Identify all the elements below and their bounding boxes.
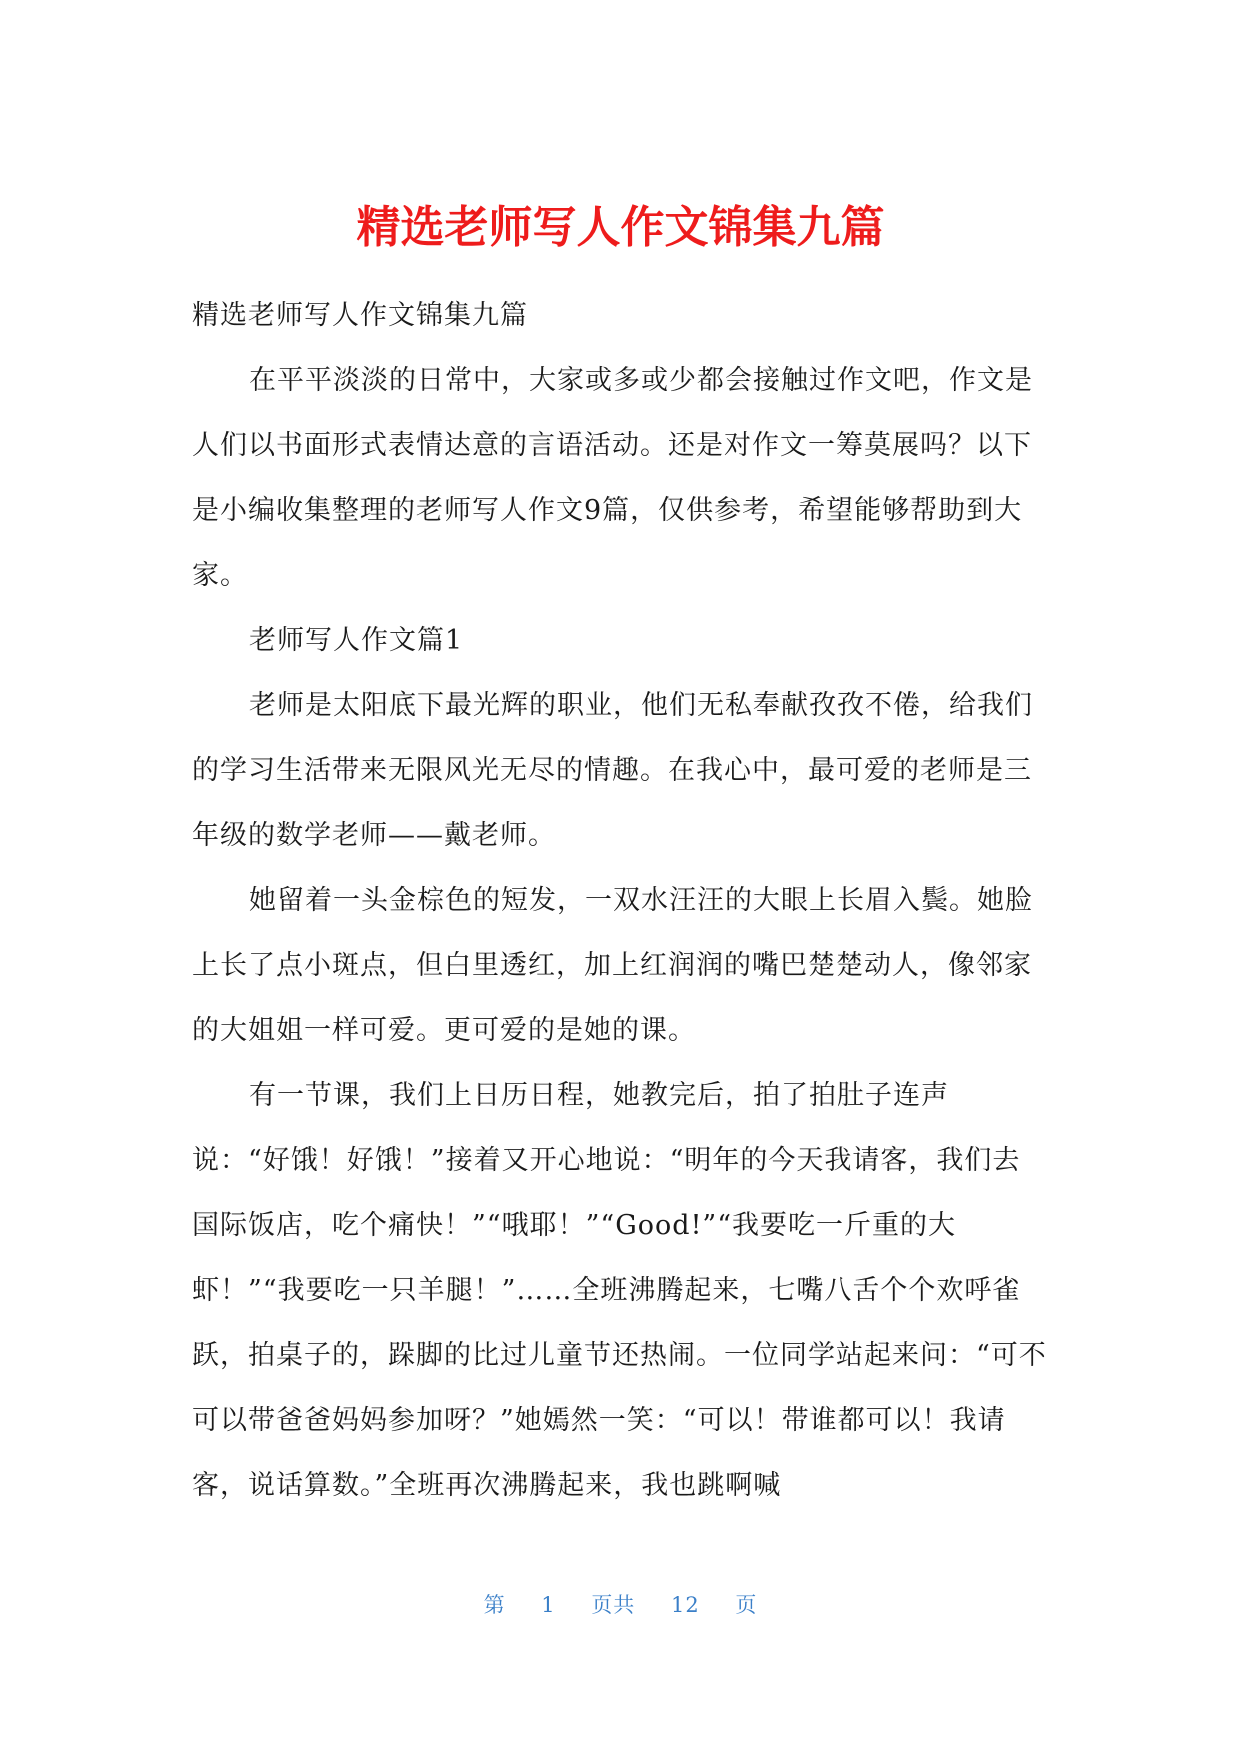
- footer-total-pages: 12: [671, 1593, 700, 1617]
- footer-label-pre: 第: [483, 1593, 506, 1617]
- section-heading: 老师写人作文篇1: [249, 625, 464, 656]
- footer-label-mid: 页共: [591, 1593, 636, 1617]
- paragraph: 有一节课，我们上日历日程，她教完后，拍了拍肚子连声说：“好饿！好饿！”接着又开心地说：“明年的今天我请客，我们去国际饭店，吃个痛快！”“哦耶！”“Good!”“我要吃一斤重的大虾！”“我要吃一只羊腿！”……全班沸腾起来，七嘴八舌个个欢呼雀跃，拍桌子的，跺脚的比过儿童节还热闹。一位同学站起来问：“可不可以带爸爸妈妈参加呀？”她嫣然一笑：“可以！带谁都可以！我请客，说话算数。”全班再次沸腾起来，我也跳啊喊: [192, 1080, 1047, 1501]
- intro-paragraph: 在平平淡淡的日常中，大家或多或少都会接触过作文吧，作文是人们以书面形式表情达意的言语活动。还是对作文一筹莫展吗？以下是小编收集整理的老师写人作文9篇，仅供参考，希望能够帮助到大家。: [192, 365, 1033, 591]
- paragraph: 她留着一头金棕色的短发，一双水汪汪的大眼上长眉入鬓。她脸上长了点小斑点，但白里透红，加上红润润的嘴巴楚楚动人，像邻家的大姐姐一样可爱。更可爱的是她的课。: [192, 885, 1033, 1046]
- footer-label-post: 页: [735, 1593, 758, 1617]
- document-title: 精选老师写人作文锦集九篇: [356, 202, 885, 253]
- paragraph: 老师是太阳底下最光辉的职业，他们无私奉献孜孜不倦，给我们的学习生活带来无限风光无尽的情趣。在我心中，最可爱的老师是三年级的数学老师——戴老师。: [192, 690, 1033, 851]
- footer-page-number: 1: [541, 1593, 556, 1617]
- page-footer: [0, 1590, 1241, 1620]
- document-body: [192, 283, 1047, 1518]
- subtitle-line: 精选老师写人作文锦集九篇: [192, 300, 528, 331]
